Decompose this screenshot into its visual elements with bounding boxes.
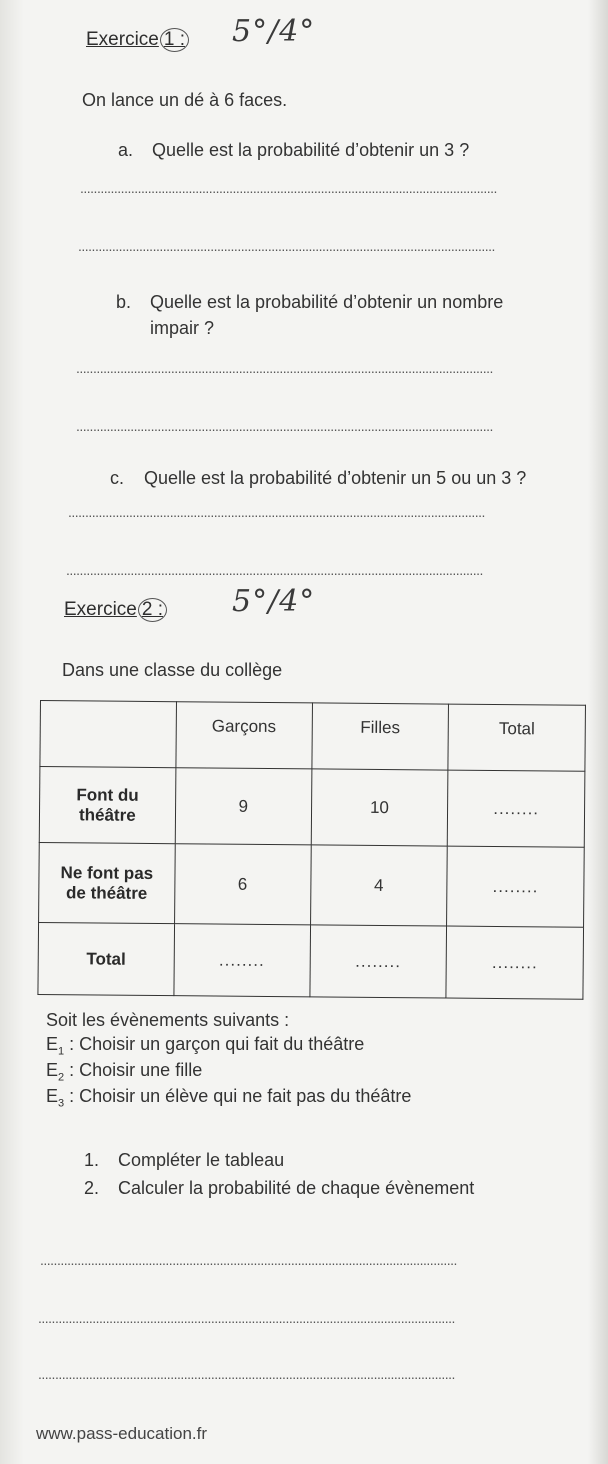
table-header-cell-empty — [40, 701, 176, 768]
question-b — [116, 292, 503, 313]
task-1: 1. Compléter le tableau — [84, 1150, 285, 1170]
question-b-label: b. — [116, 292, 132, 312]
question-b-text-line2: impair ? — [150, 318, 215, 338]
question-a-label: a. — [118, 140, 134, 160]
event-e3: $E_3$ : Choisir un élève qui ne fait pas du théâtre — [46, 1086, 412, 1110]
table-cell-blank: ........ — [174, 924, 310, 997]
row-label-ne-font-pas-theatre: Ne font pas de théâtre — [39, 842, 175, 923]
exercise2-title — [64, 598, 167, 622]
task-2: 2. Calculer la probabilité de chaque évènement — [84, 1178, 475, 1198]
question-a — [118, 140, 469, 161]
answer-line: ........................................................................................................................... — [38, 1310, 455, 1326]
events-intro: Soit les évènements suivants : — [46, 1010, 290, 1030]
table-cell: 4 — [310, 845, 447, 926]
answer-line: ........................................................................................................................... — [66, 562, 483, 578]
page-edge-shadow-left — [0, 0, 24, 1464]
table-cell: 10 — [311, 769, 448, 846]
answer-line: ........................................................................................................................... — [68, 504, 485, 520]
answer-line: ........................................................................................................................... — [76, 418, 493, 434]
table-cell-blank: ........ — [447, 846, 584, 927]
table-row — [39, 842, 585, 927]
row-label-font-theatre: Font du théâtre — [39, 767, 175, 844]
question-c-label: c. — [110, 468, 125, 488]
table-cell-blank: ........ — [447, 770, 584, 847]
question-c-text: Quelle est la probabilité d’obtenir un 5 ou un 3 ? — [144, 468, 527, 488]
question-c — [110, 468, 526, 489]
exercise2-number: 2 : — [138, 598, 167, 622]
table-row — [38, 922, 584, 999]
exercise1-intro: On lance un dé à 6 faces. — [82, 90, 288, 110]
table-cell-blank: ........ — [446, 926, 583, 999]
table-cell: 9 — [175, 768, 311, 845]
table-row — [39, 767, 585, 848]
row-label-total: Total — [38, 922, 174, 995]
answer-line: ........................................................................................................................... — [80, 180, 497, 196]
page-edge-shadow-right — [588, 0, 608, 1464]
answer-line: ........................................................................................................................... — [40, 1252, 457, 1268]
table-header-filles: Filles — [311, 703, 448, 770]
footer-url: www.pass-education.fr — [36, 1424, 208, 1443]
exercise1-title-word: Exercice — [86, 29, 159, 50]
question-b-text: Quelle est la probabilité d’obtenir un nombre — [150, 292, 504, 312]
table-cell: 6 — [174, 844, 310, 925]
exercise2-intro: Dans une classe du collège — [62, 660, 283, 680]
exercise2-title-word: Exercice — [64, 599, 137, 620]
event-e2: $E_2$ : Choisir une fille — [46, 1060, 203, 1084]
table-header-total: Total — [448, 704, 585, 771]
table-cell-blank: ........ — [309, 925, 446, 998]
theatre-table — [37, 700, 586, 1000]
table-header-row — [40, 701, 586, 772]
question-a-text: Quelle est la probabilité d’obtenir un 3 ? — [152, 140, 470, 160]
event-e1: $E_1$ : Choisir un garçon qui fait du théâtre — [46, 1034, 365, 1058]
exercise1-number: 1 : — [160, 28, 189, 52]
answer-line: ........................................................................................................................... — [78, 238, 495, 254]
answer-line: ........................................................................................................................... — [76, 360, 493, 376]
table-header-garcons: Garçons — [176, 702, 312, 769]
exercise1-grade-note: 5°/4° — [232, 14, 316, 49]
exercise2-grade-note: 5°/4° — [232, 584, 316, 619]
answer-line: ........................................................................................................................... — [38, 1366, 455, 1382]
exercise1-title — [86, 28, 189, 52]
